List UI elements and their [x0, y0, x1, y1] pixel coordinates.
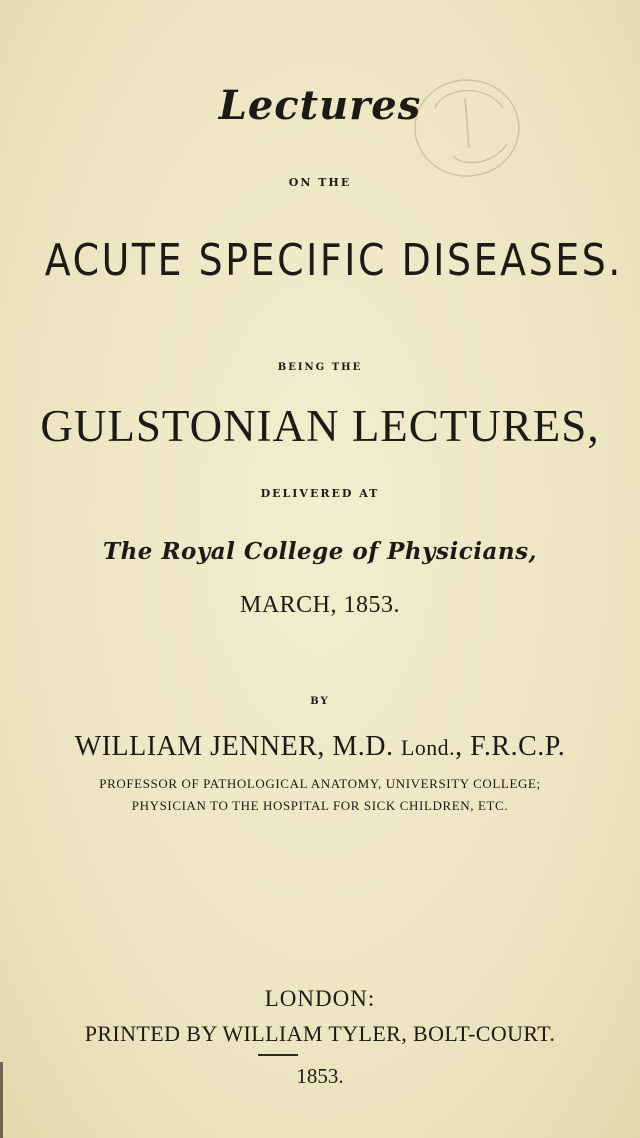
author-degree-lond: Lond. [401, 736, 456, 760]
lecture-series-title: GULSTONIAN LECTURES, [40, 401, 600, 451]
venue: The Royal College of Physicians, [102, 538, 538, 565]
author-fellowship: , F.R.C.P. [455, 731, 566, 762]
on-the-caption: ON THE [288, 176, 352, 189]
main-title: ACUTE SPECIFIC DISEASES. [44, 235, 623, 286]
divider-rule [258, 1054, 298, 1056]
title-lectures: Lectures [218, 82, 422, 129]
author-position-1: PROFESSOR OF PATHOLOGICAL ANATOMY, UNIVERSITY COLLEGE; [99, 776, 541, 791]
author-position-2: PHYSICIAN TO THE HOSPITAL FOR SICK CHILDREN, ETC. [131, 798, 509, 813]
author-line [0, 731, 640, 763]
lecture-date: MARCH, 1853. [239, 592, 401, 618]
author-name: WILLIAM JENNER, M.D. [74, 731, 394, 762]
page-edge-shadow [0, 1062, 3, 1138]
publisher-city: LONDON: [264, 986, 376, 1011]
by-caption: BY [310, 696, 330, 707]
publication-year: 1853. [296, 1064, 344, 1088]
printer-line: PRINTED BY WILLIAM TYLER, BOLT-COURT. [84, 1021, 556, 1046]
being-the-caption: BEING THE [277, 362, 363, 373]
delivered-at-caption: DELIVERED AT [260, 487, 380, 500]
